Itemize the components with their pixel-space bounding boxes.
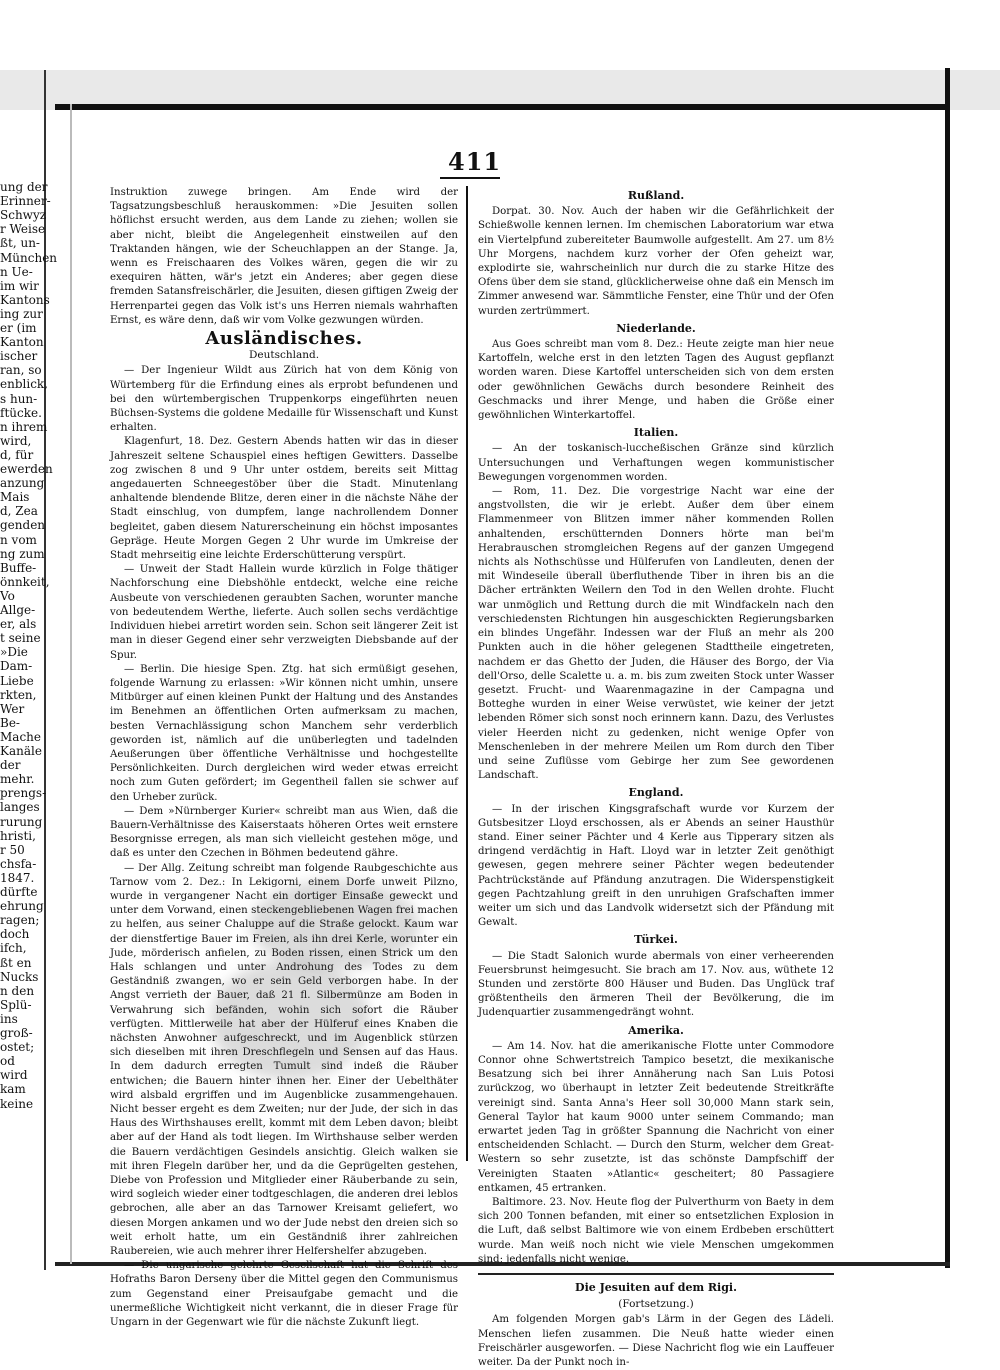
previous-page-fragment: ostet;	[0, 1040, 35, 1055]
previous-page-fragment: chsfa-	[0, 856, 37, 871]
page-frame-top	[55, 104, 950, 110]
previous-page-fragment: München	[0, 250, 58, 265]
article-paragraph: — Die ungarische gelehrte Gesellschaft hat die Schrift des Hofraths Baron Derseny über die Mittel gegen den Communismus zum Gegenstand einer Preisaufgabe gemacht und die unermeßliche Wichtigkeit nicht verkannt, die in dieser Frage für Ungarn in der Gegenwart wie für die nächste Zukunft liegt.	[110, 1260, 458, 1329]
previous-page-fragment: Mache	[0, 729, 41, 744]
intro-paragraph: Instruktion zuwege bringen. Am Ende wird der Tagsatzungsbeschluß herauskommen: »Die Jesuiten sollen höflichst ersucht werden, aus dem Lande zu ziehen; wollen sie aber nicht, bleibt die Angelegenheit einstweilen auf den Traktanden hängen, wie der Scheuchlappen an der Stange. Ja, wenn es Freischaaren des Volkes wären, gegen die wir zu exequiren hätten, wär's jetzt ein Anderes; aber gegen diese fremden Satansfreischärler, die Jesuiten, diesen giftigen Zweig der Herrenpartei gegen das Volk ist's uns Herren niemals wahrhaften Ernst, es wäre denn, daß wir vom Volke gezwungen würden.	[110, 187, 458, 326]
article-paragraph: — Unweit der Stadt Hallein wurde kürzlich in Folge thätiger Nachforschung eine Diebshöhle entdeckt, welche eine reiche Ausbeute von verschiedenen geraubten Sachen, worunter manche von bedeutendem Werthe, lieferte. Auch sollen sechs verdächtige Individuen hiebei arretirt worden sein. Schon seit längerer Zeit ist man in dieser Gegend einer sehr verzweigten Diebsbande auf der Spur.	[110, 564, 458, 661]
heading-england: England.	[628, 786, 684, 800]
previous-page-fragment: genden	[0, 518, 46, 533]
previous-page-fragment: ewerden	[0, 462, 53, 476]
article-paragraph: Klagenfurt, 18. Dez. Gestern Abends hatten wir das in dieser Jahreszeit seltene Schauspiel eines heftigen Gewitters. Dasselbe zog zwischen 8 und 9 Uhr unter ostdem, bereits seit Mittag angedauerten Schneegestöber über die Stadt. Minutenlang anhaltende blendende Blitze, deren einer in die nächste Nähe der Stadt einschlug, von dumpfem, lange nachrollendem Donner begleitet, gaben diesem Naturerscheinung ein höchst imposantes Gepräge. Heute Morgen Gegen 2 Uhr wurde im Umkreise der Stadt mehrseitig eine leichte Erderschütterung verspürt.	[110, 436, 458, 562]
previous-page-fragment: groß-	[0, 1026, 33, 1040]
previous-page-fragment: ing zur	[0, 306, 43, 321]
previous-page-fragment: ßt en	[0, 955, 32, 970]
heading-niederlande: Niederlande.	[616, 321, 696, 335]
previous-page-fragment: ischer	[0, 349, 38, 364]
previous-page-fragment: enblick,	[0, 377, 48, 392]
previous-page-fragment: n ihrem	[0, 419, 48, 434]
previous-page-fragment: mehr.	[0, 772, 35, 787]
article-paragraph: — An der toskanisch-luccheßischen Gränze sind kürzlich Untersuchungen und Verhaftungen wegen kommunistischer Bewegungen vorgenommen worden.	[478, 443, 834, 483]
previous-page-fragment: »Die	[0, 645, 28, 660]
previous-page-fragment: ung der	[0, 180, 48, 194]
previous-page-fragment: Kanton	[0, 335, 44, 350]
previous-page-fragment: d, Zea	[0, 504, 38, 519]
column-separator	[466, 186, 468, 1161]
previous-page-fragment: Dam-	[0, 659, 33, 674]
previous-page-fragment: wird	[0, 1068, 28, 1083]
previous-page-fragment: Allge-	[0, 603, 36, 617]
article-paragraph: — Berlin. Die hiesige Spen. Ztg. hat sich ermüßigt gesehen, folgende Warnung zu erlassen: »Wir können nicht umhin, unsere Mitbürger auf einen kleinen Punkt der Haltung und des Anstandes im Benehmen an öffentlichen Orten aufmerksam zu machen, besten Vernachlässigung schon Manchem sehr verderblich geworden ist, nämlich auf die unüberlegten und tadelnden Aeußerungen über öffentliche Verhältnisse und hochgestellte Persönlichkeiten. Durch dergleichen wird weder etwas erreicht noch zum Guten gefördert; im Gegentheil fallen sie schwer auf den Urheber zurück.	[110, 663, 458, 803]
previous-page-fragment: doch	[0, 927, 30, 942]
previous-page-fragment: r Weise	[0, 222, 46, 237]
feuilleton-subtitle: (Fortsetzung.)	[618, 1298, 694, 1311]
previous-page-fragment: dürfte	[0, 885, 38, 899]
previous-page-fragment: önnkeit,	[0, 574, 50, 589]
ink-smudge	[250, 880, 420, 970]
heading-tuerkei: Türkei.	[634, 933, 678, 947]
previous-page-fragment: ragen;	[0, 913, 40, 928]
previous-page-fragment: ftücke.	[0, 405, 42, 420]
previous-page-fragment: n den	[0, 983, 35, 998]
subsection-deutschland: Deutschland.	[248, 349, 320, 362]
feuilleton-title: Die Jesuiten auf dem Rigi.	[575, 1281, 737, 1295]
article-paragraph: — Rom, 11. Dez. Die vorgestrige Nacht war eine der angstvollsten, die wir je erlebt. Außer dem über einem Flammenmeer von Blitzen immer näher kommenden Rollen anhaltenden, erschütternden Donners hörte man bei'm Herabrauschen stromgleichen Regens auf der ganzen Umgegend nichts als Nothschüsse und Hülferufen von Landleuten, denen der mit Windeseile überall überfluthende Tiber in ihren bis an die Dächer ertränkten Weilern den Tod in den Wellen drohte. Flucht war unmöglich und Rettung durch die mit Windfackeln nach den verschiedensten Richtungen hin ausgeschickten Regierungsbarken ein blindes Ungefähr. Indessen war der Fluß an mehr als 200 Punkten auch in die höher gelegenen Stadttheile eingetreten, nachdem er das Ghetto der Juden, die Häuser des Borgo, der Via dell'Orso, delle Scalette u. a. m. bis zum zweiten Stock unter Wasser gesetzt. Frucht- und Waarenmagazine in der Campagna und Botteghe wurden in einer Weise verwüstet, wie keiner der jetzt lebenden Römer sich sonst noch erinnern kann. Dazu, des Verlustes vieler Heerden nicht zu gedenken, nicht wenige Opfer von Menschenleben in der mehrere Meilen um Rom durch den Tiber und seine Zuflüsse vom Gebirge her zum See gewordenen Landschaft.	[478, 486, 834, 782]
article-paragraph: — Die Stadt Salonich wurde abermals von einer verheerenden Feuersbrunst heimgesucht. Sie brach am 17. Nov. aus, wüthete 12 Stunden und zerstörte 800 Häuser und Buden. Das Unglück traf größtentheils den ärmeren Theil der Bevölkerung, die im Judenquartier zusammengedrängt wohnt.	[478, 950, 834, 1019]
article-paragraph: — Dem »Nürnberger Kurier« schreibt man aus Wien, daß die Bauern-Verhältnisse des Kaiserstaats höheren Ortes weit ernstere Besorgnisse erregen, als man sich vielleicht gestehen möge, und daß es unter den Czechen in Böhmen bedeutend gähre.	[110, 805, 458, 860]
page-number: 411	[448, 147, 502, 176]
previous-page-fragment: kam	[0, 1082, 26, 1097]
previous-page-fragment: ifch,	[0, 941, 27, 956]
previous-page-fragment: Liebe	[0, 673, 34, 688]
previous-page-fragment: ßt, un-	[0, 236, 40, 251]
heading-amerika: Amerika.	[628, 1023, 684, 1037]
previous-page-fragment: er (im	[0, 321, 37, 335]
previous-page-edge	[0, 60, 58, 1270]
feuilleton-divider	[478, 1273, 834, 1275]
previous-page-fragment: t seine	[0, 631, 41, 646]
previous-page-fragment: rkten,	[0, 687, 37, 702]
page-number-rule	[440, 177, 500, 179]
previous-page-fragment: Kanäle	[0, 744, 42, 758]
previous-page-fragment: keine	[0, 1096, 34, 1111]
previous-page-fragment: Wer	[0, 701, 25, 716]
article-paragraph: — In der irischen Kingsgrafschaft wurde vor Kurzem der Gutsbesitzer Lloyd erschossen, als er Abends an seiner Hausthür stand. Einer seiner Pächter und 4 Kerle aus Tipperary sitzen als dringend verdächtig in Haft. Lloyd war in letzter Zeit genöthigt gewesen, gegen mehrere seiner Pächter wegen bedeutender Pachtrückstände auf Pfändung anzutragen. Die Widerspenstigkeit gegen Pachtzahlung greift in den unruhigen Grafschaften immer weiter um sich und das Landvolk widersetzt sich der Pfändung mit Gewalt.	[478, 803, 834, 929]
page-spine	[70, 104, 72, 1264]
previous-page-fragment: wird,	[0, 433, 32, 448]
article-paragraph: — Der Allg. Zeitung schreibt man folgende Raubgeschichte aus Tarnow vom 2. Dez.: In Lekigorni, einem Dorfe unweit Pilzno, wurde in vergangener Nacht ein dortiger Einsaße geweckt und unter dem Vorwand, einen steckengebliebenen Wagen frei machen zu helfen, aus seiner Chaluppe auf die Straße gelockt. Kaum war der dienstfertige Bauer im Freien, als ihn drei Kerle, worunter ein Jude, mörderisch anfielen, zu Boden rissen, einen Strick um den Hals schlangen und unter Androhung des Todes zu dem Geständniß zwangen, wo er sein Geld verborgen habe. In der Angst verrieth der Bauer, daß 21 fl. Silbermünze am Boden in Verwahrung sich befänden, wohin sich sofort die Räuber verfügten. Mittlerweile hat aber der Hülferuf eines Knaben die nächsten Anwohner aufgeschreckt, und im Augenblick stürzen sich dieselben mit ihren Dreschflegeln und Sensen auf das Haus. In dem dadurch erregten Tumult sind indeß die Räuber entwichen; die Bauern hinter ihnen her. Einer der Uebelthäter wird alsbald ergriffen und im Augenblicke zusammengehauen. Nicht besser ergeht es dem Zweiten; nur der Jude, der sich in das Haus des Wirthshauses erellt, kommt mit dem Leben davon; bleibt aber auf der Hand als todt liegen. Im Wirthshause selber werden die Bauern verdächtigen Gesindels ansichtig. Gleich walken sie mit ihren Flegeln darüber her, und da die Geprügelten gestehen, Diebe von Profession und Mitglieder einer Räuberbande zu sein, wird sogleich wieder einer todtgeschlagen, die anderen drei leblos gebrochen, alle aber an das Tarnower Kreisamt geliefert, wo diesen Morgen ankamen und wo der Jude nebst den dreien sich so weit erholt hatte, um ein Geständniß ihrer zahlreichen Raubereien, wie auch mehrer ihrer Helfershelfer abzugeben.	[110, 862, 458, 1258]
previous-page-fragment: Nucks	[0, 969, 39, 984]
previous-page-fragment: r 50	[0, 842, 25, 857]
previous-page-fragment: od	[0, 1054, 15, 1069]
previous-page-fragment: d, für	[0, 447, 34, 462]
right-column	[478, 186, 834, 1370]
previous-page-fragment: 1847.	[0, 870, 35, 885]
previous-page-fragment: ehrung	[0, 899, 44, 914]
page-frame-right	[945, 68, 950, 1268]
previous-page-fragment: Mais	[0, 490, 30, 505]
previous-page-fragment: hristi,	[0, 828, 36, 843]
article-paragraph: Baltimore. 23. Nov. Heute flog der Pulverthurm von Baety in dem sich 200 Tonnen befanden, mit einer so entsetzlichen Explosion in die Luft, daß selbst Baltimore wie von einem Erdbeben erschüttert wurde. Man weiß noch nicht wie viele Menschen umgekommen sind; jedenfalls nicht wenige.	[478, 1197, 834, 1265]
section-title: Ausländisches.	[205, 328, 363, 350]
heading-italien: Italien.	[633, 426, 679, 440]
article-paragraph: Aus Goes schreibt man vom 8. Dez.: Heute zeigte man hier neue Kartoffeln, welche erst in den letzten Tagen des August gepflanzt worden waren. Diese Kartoffel unterscheiden sich von dem ersten oder gewöhnlichen Gewächs durch besondere Reinheit des Geschmacks und ihrer Menge, und haben die Größe einer gewöhnlichen Winterkartoffel.	[478, 339, 834, 422]
previous-page-fragment: Erinner-	[0, 194, 51, 209]
previous-page-fragment: Schwyz	[0, 208, 47, 223]
previous-page-fragment: Be-	[0, 715, 20, 730]
previous-page-fragment: Splü-	[0, 997, 32, 1012]
previous-page-fragment: er, als	[0, 617, 37, 632]
previous-page-fragment: Buffe-	[0, 560, 37, 575]
previous-page-fragment: der	[0, 758, 21, 773]
previous-page-fragment: ran, so	[0, 363, 42, 378]
previous-page-fragment: rurung	[0, 814, 43, 829]
feuilleton-paragraph: Am folgenden Morgen gab's Lärm in der Gegen des Lädeli. Menschen liefen zusammen. Die Neuß hatte wieder einen Freischärler ausgeworfen. — Diese Nachricht flog wie ein Lauffeuer weiter. Da der Punkt noch in-	[478, 1314, 834, 1369]
article-paragraph: — Der Ingenieur Wildt aus Zürich hat von dem König von Würtemberg für die Erfindung eines als erprobt befundenen und bei den würtembergischen Truppenkorps eingeführten neuen Büchsen-Systems die goldene Medaille für Wissenschaft und Kunst erhalten.	[110, 365, 458, 434]
previous-page-fragment: im wir	[0, 278, 39, 293]
previous-page-fragment: n vom	[0, 532, 37, 547]
left-column	[110, 186, 458, 1330]
previous-page-fragment: Vo	[0, 588, 15, 603]
previous-page-fragment: n Ue-	[0, 264, 33, 279]
article-paragraph: Dorpat. 30. Nov. Auch der haben wir die Gefährlichkeit der Schießwolle kennen lernen. Im chemischen Laboratorium war etwa ein Viertelpfund zubereiteter Baumwolle aufgestellt. Am 27. um 8½ Uhr Morgens, nachdem kurz vorher der Ofen geheizt war, explodirte sie, wahrscheinlich nur durch die zu starke Hitze des Ofens über dem sie stand, glücklicherweise ohne daß ein Mensch im Zimmer anwesend war. Sämmtliche Fenster, eine Thür und der Ofen wurden zertrümmert.	[478, 206, 834, 317]
heading-russland: Rußland.	[627, 189, 685, 202]
previous-page-fragment: ng zum	[0, 546, 45, 561]
previous-page-fragment: anzung	[0, 476, 45, 491]
ink-smudge	[210, 960, 370, 1080]
previous-page-fragment: langes	[0, 800, 40, 815]
previous-page-fragment: prengs-	[0, 786, 47, 801]
article-paragraph: — Am 14. Nov. hat die amerikanische Flotte unter Commodore Connor ohne Schwertstreich Tampico besetzt, die mexikanische Besatzung sich bei ihrer Annäherung nach San Luis Potosi zurückzog, wo überhaupt in letzter Zeit bedeutende Streitkräfte vereinigt sind. Santa Anna's Heer soll 30,000 Mann stark sein, General Taylor hat kaum 9000 unter seinem Commando; man erwartet jeden Tag in größter Spannung die Nachricht von einer entscheidenden Schlacht. — Durch den Sturm, welcher dem Great-Western so sehr zusetzte, ist das schönste Dampfschiff der Vereinigten Staaten »Atlantic« gescheitert; 80 Passagiere entkamen, 45 ertranken.	[478, 1040, 834, 1194]
previous-page-fragment: ins	[0, 1011, 18, 1026]
previous-page-fragment: Kantons	[0, 292, 50, 307]
previous-page-fragment: s hun-	[0, 391, 38, 406]
